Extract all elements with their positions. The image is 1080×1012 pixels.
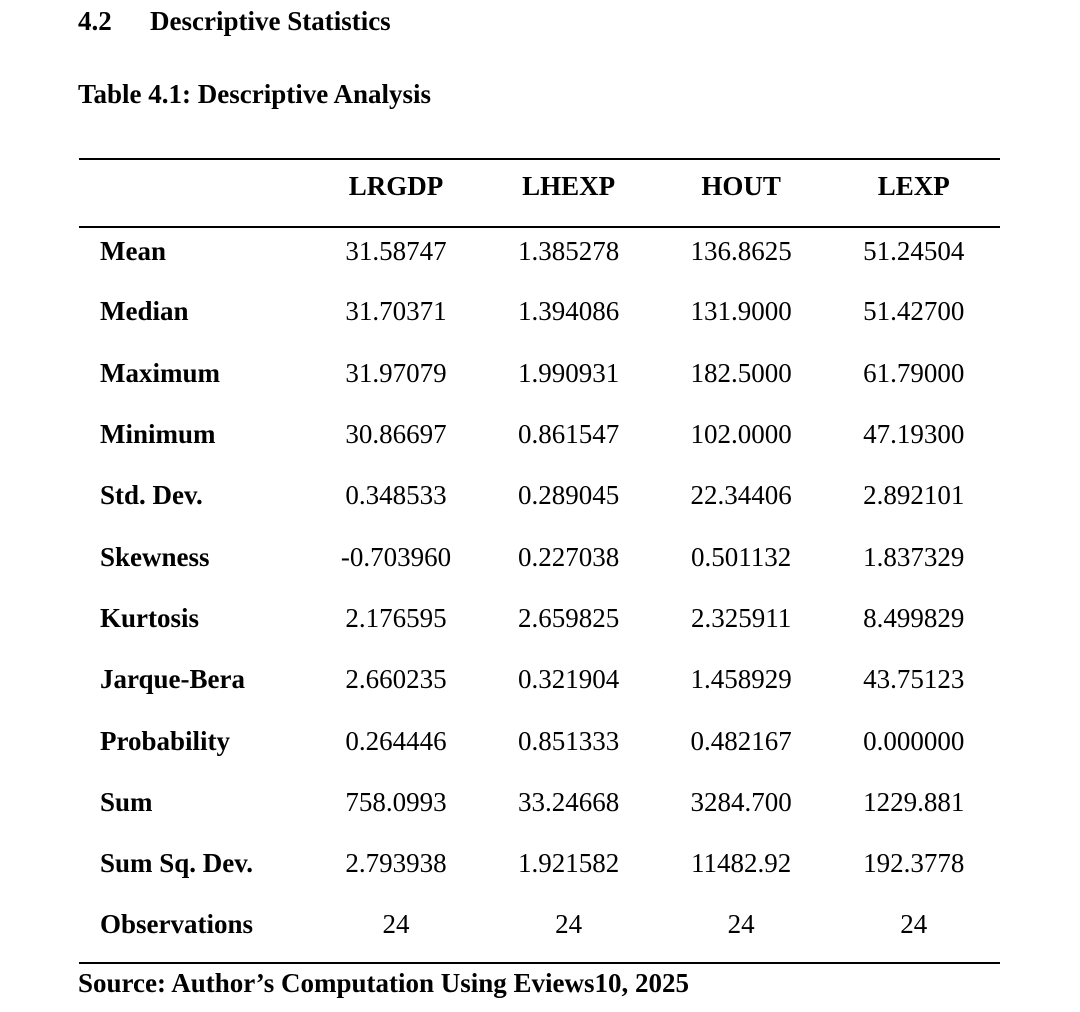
table-cell: 0.861547 bbox=[517, 419, 620, 450]
table-cell: 0.321904 bbox=[517, 664, 620, 695]
table-cell: 61.79000 bbox=[863, 357, 965, 388]
table-cell: 24 bbox=[727, 908, 755, 939]
section-title: Descriptive Statistics bbox=[150, 6, 391, 36]
table-cell: 0.348533 bbox=[345, 480, 447, 511]
table-cell: 33.24668 bbox=[517, 786, 620, 817]
table-cell: 1.394086 bbox=[517, 296, 620, 327]
table-header-row bbox=[79, 159, 1000, 227]
table-row bbox=[79, 595, 1000, 656]
table-row bbox=[79, 840, 1000, 901]
table-cell: 136.8625 bbox=[690, 235, 792, 266]
table-row bbox=[79, 472, 1000, 533]
table-cell: 192.3778 bbox=[863, 848, 965, 879]
stub-header-cell bbox=[79, 159, 310, 227]
table-row bbox=[79, 411, 1000, 472]
table-cell: 3284.700 bbox=[690, 786, 792, 817]
row-label: Std. Dev. bbox=[100, 480, 203, 511]
table-cell: 51.24504 bbox=[863, 235, 965, 266]
table-cell: 182.5000 bbox=[690, 357, 792, 388]
row-label: Skewness bbox=[100, 541, 210, 572]
column-header-hout: HOUT bbox=[701, 170, 781, 201]
table-row bbox=[79, 533, 1000, 594]
table-row bbox=[79, 656, 1000, 717]
table-cell: 0.227038 bbox=[517, 541, 620, 572]
section-number: 4.2 bbox=[78, 6, 112, 36]
row-label: Jarque-Bera bbox=[100, 664, 245, 695]
descriptive-statistics-table bbox=[79, 158, 1000, 964]
table-row bbox=[79, 227, 1000, 288]
table-cell: 31.97079 bbox=[345, 357, 447, 388]
table-cell: 1.837329 bbox=[863, 541, 965, 572]
table-cell: 1229.881 bbox=[863, 786, 965, 817]
table-cell: 0.482167 bbox=[690, 725, 792, 756]
table-cell: -0.703960 bbox=[340, 541, 452, 572]
table-cell: 0.264446 bbox=[345, 725, 447, 756]
table-cell: 0.501132 bbox=[690, 541, 792, 572]
table-cell: 8.499829 bbox=[863, 602, 965, 633]
table-cell: 2.660235 bbox=[345, 664, 447, 695]
row-label: Probability bbox=[100, 725, 231, 756]
column-header-lrgdp: LRGDP bbox=[348, 170, 444, 201]
table-cell: 47.19300 bbox=[863, 419, 965, 450]
table-caption: Table 4.1: Descriptive Analysis bbox=[78, 79, 432, 109]
table-row bbox=[79, 779, 1000, 840]
table-row bbox=[79, 717, 1000, 778]
table-cell: 1.921582 bbox=[517, 848, 620, 879]
table-cell: 2.325911 bbox=[690, 602, 792, 633]
table-cell: 102.0000 bbox=[690, 419, 792, 450]
row-label: Sum Sq. Dev. bbox=[100, 848, 254, 879]
table-body bbox=[79, 227, 1000, 963]
table-cell: 758.0993 bbox=[345, 786, 447, 817]
column-header-lhexp: LHEXP bbox=[522, 170, 616, 201]
table-cell: 0.000000 bbox=[863, 725, 965, 756]
table-header bbox=[79, 159, 1000, 227]
row-label: Median bbox=[100, 296, 189, 327]
table-cell: 0.851333 bbox=[517, 725, 620, 756]
table-cell: 43.75123 bbox=[863, 664, 965, 695]
table-cell: 0.289045 bbox=[517, 480, 620, 511]
table-cell: 22.34406 bbox=[690, 480, 792, 511]
table-cell: 2.793938 bbox=[345, 848, 447, 879]
row-label: Minimum bbox=[100, 419, 216, 450]
table-cell: 51.42700 bbox=[863, 296, 965, 327]
column-header-lexp: LEXP bbox=[877, 170, 950, 201]
table-cell: 1.990931 bbox=[517, 357, 620, 388]
table-cell: 24 bbox=[382, 908, 410, 939]
table-cell: 31.58747 bbox=[345, 235, 447, 266]
source-note: Source: Author’s Computation Using Eviews10, 2025 bbox=[78, 968, 690, 998]
row-label: Maximum bbox=[100, 357, 220, 388]
table-cell: 2.659825 bbox=[517, 602, 620, 633]
row-label: Kurtosis bbox=[100, 602, 200, 633]
row-label: Observations bbox=[100, 908, 254, 939]
table-cell: 1.458929 bbox=[690, 664, 792, 695]
table-row bbox=[79, 350, 1000, 411]
table-cell: 24 bbox=[555, 908, 583, 939]
table-row bbox=[79, 288, 1000, 349]
table-row bbox=[79, 901, 1000, 962]
row-label: Sum bbox=[100, 786, 153, 817]
table-cell: 11482.92 bbox=[690, 848, 792, 879]
row-label: Mean bbox=[100, 235, 166, 266]
table-cell: 1.385278 bbox=[517, 235, 620, 266]
section-heading bbox=[78, 6, 391, 37]
table-cell: 2.176595 bbox=[345, 602, 447, 633]
table-cell: 30.86697 bbox=[345, 419, 447, 450]
table-cell: 2.892101 bbox=[863, 480, 965, 511]
table-cell: 31.70371 bbox=[345, 296, 447, 327]
table-cell: 131.9000 bbox=[690, 296, 792, 327]
table-cell: 24 bbox=[900, 908, 928, 939]
